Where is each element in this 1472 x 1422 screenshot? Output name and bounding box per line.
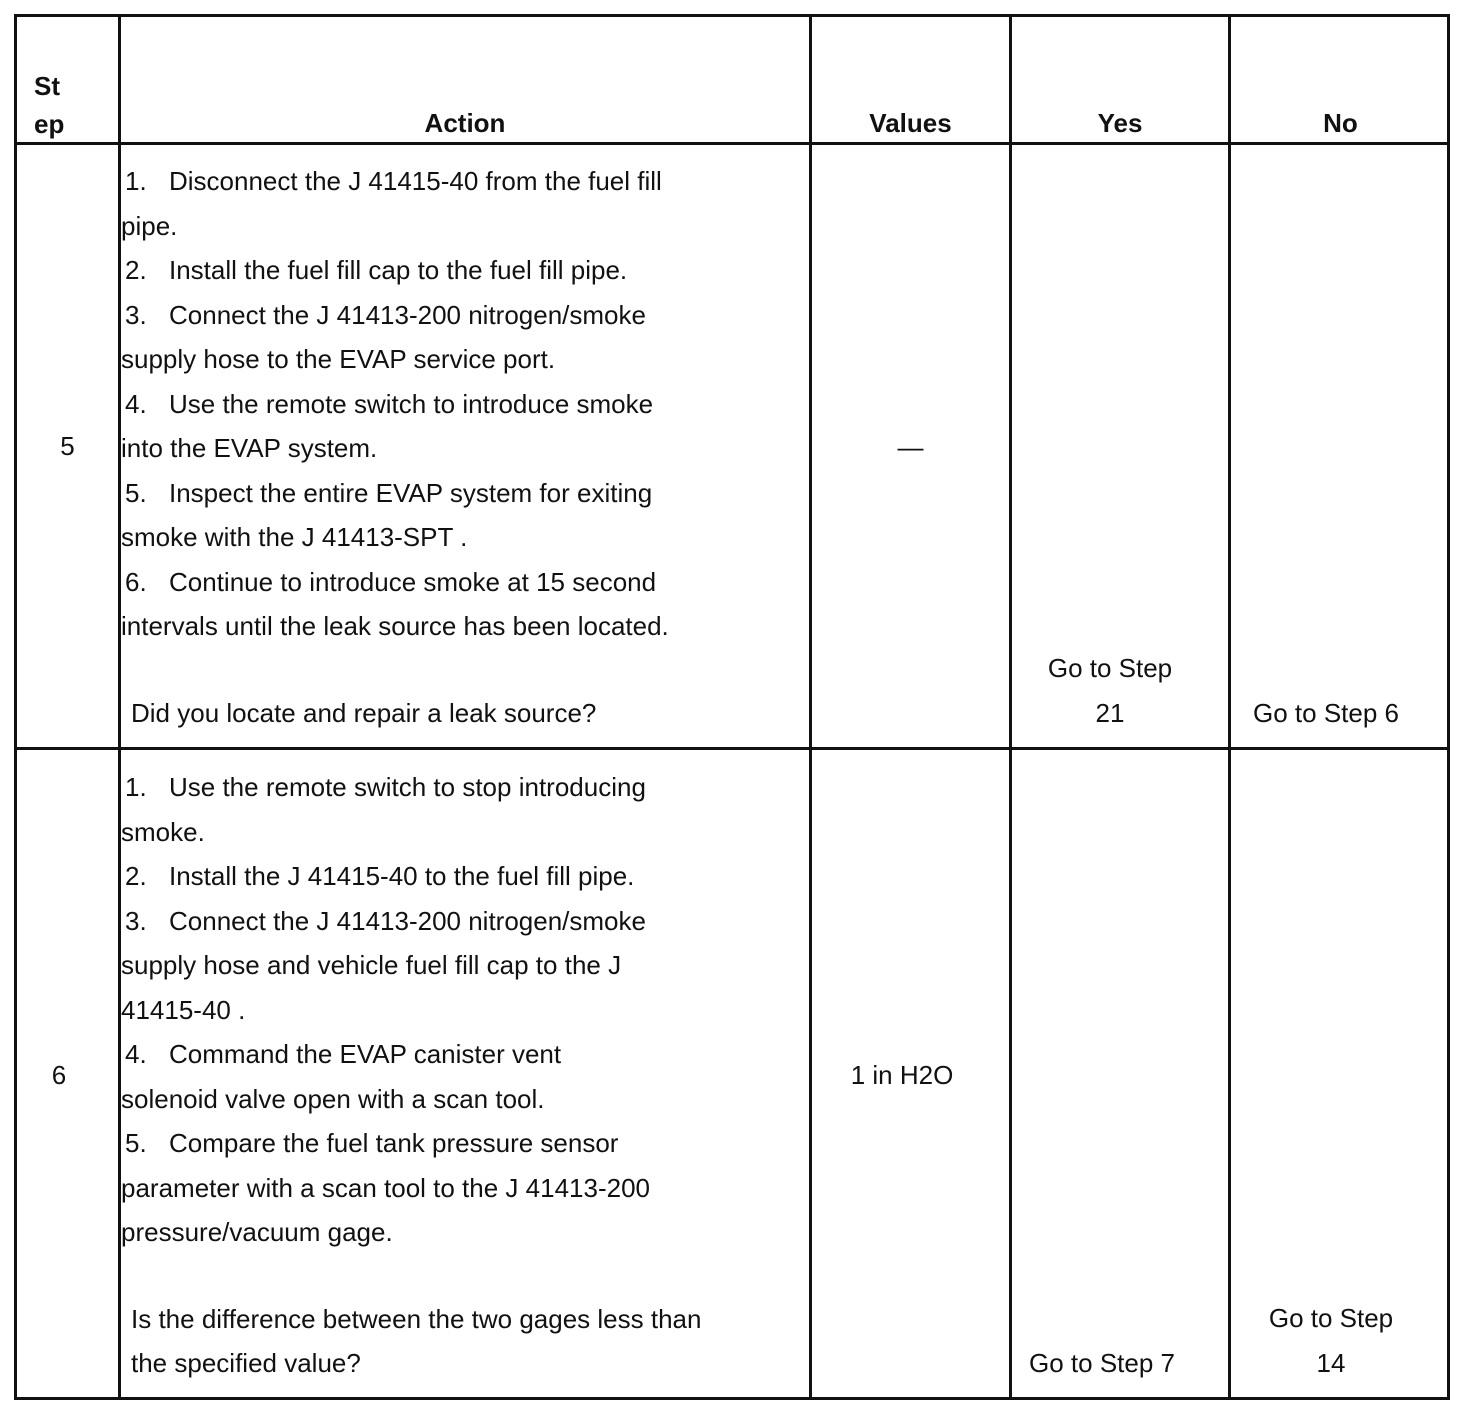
- step-number: 2.: [125, 861, 147, 891]
- step-text: Install the J 41415-40 to the fuel fill pipe.: [169, 861, 635, 891]
- row-5-yes: Go to Step 21: [1047, 653, 1173, 728]
- row-question: Did you locate and repair a leak source?: [131, 697, 597, 728]
- row-5-action-list: [3, 159, 809, 735]
- step-text-continued: supply hose to the EVAP service port.: [121, 344, 556, 374]
- step-number: 5.: [125, 477, 147, 508]
- step-number: 1.: [125, 772, 147, 802]
- action-step: [121, 765, 809, 854]
- action-step: [121, 248, 809, 293]
- step-number: 1.: [125, 166, 147, 196]
- row-5-no: Go to Step 6: [1253, 697, 1399, 728]
- step-number: 4.: [125, 1039, 147, 1069]
- step-text-continued: supply hose and vehicle fuel fill cap to the J 41415-40 .: [121, 950, 622, 1025]
- column-divider: [809, 17, 812, 1397]
- step-number: 4.: [125, 388, 147, 419]
- step-text: Install the fuel fill cap to the fuel fill pipe.: [169, 255, 628, 285]
- action-step: [121, 1032, 809, 1121]
- step-number: 5.: [125, 1128, 147, 1158]
- action-step: [121, 382, 809, 471]
- action-step: [121, 293, 809, 382]
- action-step: [121, 560, 809, 649]
- row-step-6: 6: [51, 1059, 67, 1090]
- row-6-value: 1 in H2O: [850, 1059, 954, 1090]
- step-text: Disconnect the J 41415-40 from the fuel fill: [169, 166, 662, 196]
- header-action: Action: [424, 108, 506, 138]
- diagnostic-table: [14, 14, 1450, 1400]
- action-step: [121, 471, 809, 560]
- step-text: Connect the J 41413-200 nitrogen/smoke: [169, 905, 646, 936]
- action-step: [121, 159, 809, 248]
- row-step-5: 5: [60, 430, 75, 461]
- header-values: Values: [869, 108, 952, 138]
- step-text-continued: intervals until the leak source has been located.: [121, 611, 669, 641]
- header-step: St ep: [34, 71, 65, 139]
- step-text-continued: into the EVAP system.: [121, 433, 378, 463]
- step-text-continued: pipe.: [121, 210, 178, 241]
- action-steps: [121, 765, 809, 1255]
- row-6-action-list: [3, 765, 809, 1386]
- step-number: 3.: [125, 299, 147, 330]
- row-6-no: Go to Step 14: [1268, 1303, 1394, 1378]
- step-text-continued: parameter with a scan tool to the J 41413-200 pressure/vacuum gage.: [121, 1172, 650, 1247]
- row-5-value: —: [897, 431, 924, 462]
- step-text: Continue to introduce smoke at 15 second: [169, 566, 657, 597]
- step-text: Connect the J 41413-200 nitrogen/smoke: [169, 299, 646, 330]
- step-text: Use the remote switch to introduce smoke: [169, 388, 654, 419]
- action-step: [121, 899, 809, 1033]
- step-number: 6.: [125, 566, 147, 597]
- step-text-continued: smoke with the J 41413-SPT .: [121, 522, 468, 552]
- step-number: 3.: [125, 905, 147, 936]
- step-text: Compare the fuel tank pressure sensor: [169, 1128, 619, 1158]
- step-text-continued: solenoid valve open with a scan tool.: [121, 1083, 545, 1114]
- step-number: 2.: [125, 255, 147, 285]
- step-text: Command the EVAP canister vent: [169, 1039, 562, 1069]
- action-steps: [121, 159, 809, 649]
- step-text: Inspect the entire EVAP system for exiting: [169, 477, 653, 508]
- row-6-yes: Go to Step 7: [1029, 1347, 1175, 1378]
- step-text-continued: smoke.: [121, 816, 205, 847]
- header-no: No: [1323, 108, 1358, 138]
- step-text: Use the remote switch to stop introducing: [169, 772, 646, 802]
- action-step: [121, 1121, 809, 1255]
- row-question: Is the difference between the two gages less than the specified value?: [131, 1303, 702, 1378]
- header-yes: Yes: [1097, 108, 1143, 138]
- action-step: [121, 854, 809, 899]
